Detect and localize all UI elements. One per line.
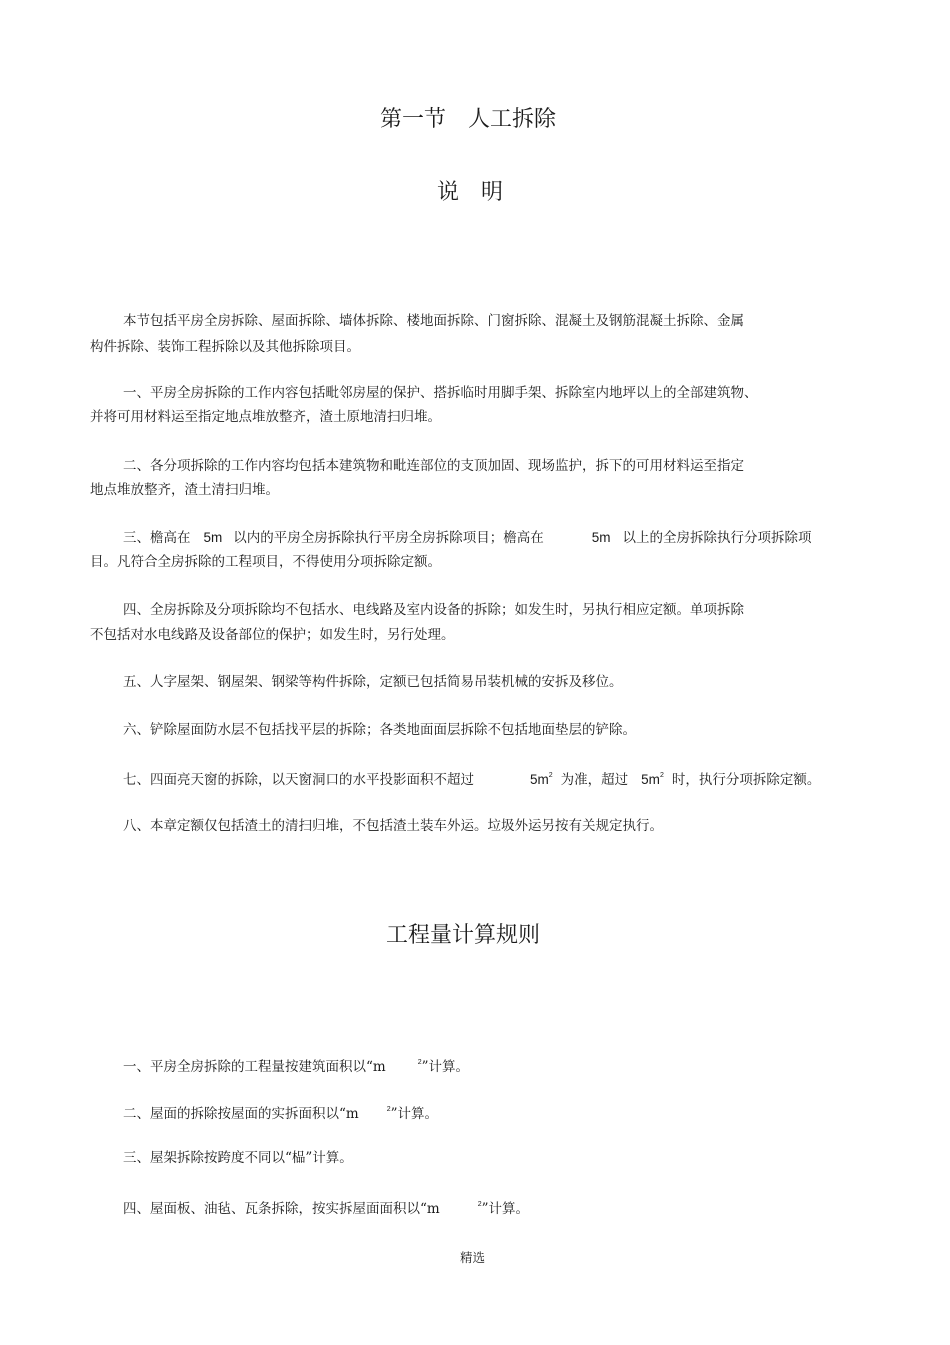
rule-1 [123, 1052, 469, 1078]
rule-2-text-a: 二、屋面的拆除按屋面的实拆面积以“m [123, 1106, 359, 1122]
item-3-text-e: 以上的全房拆除执行分项拆除项 [622, 530, 812, 546]
intro-line-1: 本节包括平房全房拆除、屋面拆除、墙体拆除、楼地面拆除、门窗拆除、混凝土及钢筋混凝土拆除、金属 [123, 313, 744, 329]
heading-explanation: 说 明 [437, 180, 504, 205]
item-3-line-1 [123, 527, 812, 549]
item-3-height-value: 5m [203, 530, 223, 545]
rule-2-text-b: ”计算。 [390, 1106, 439, 1122]
item-7-superscript-2: 2 [659, 772, 664, 779]
item-1-line-2: 并将可用材料运至指定地点堆放整齐，渣土原地清扫归堆。 [90, 409, 441, 425]
item-7 [123, 765, 820, 791]
item-7-text-e: 时，执行分项拆除定额。 [671, 772, 821, 788]
item-6: 六、铲除屋面防水层不包括找平层的拆除；各类地面面层拆除不包括地面垫层的铲除。 [123, 722, 636, 738]
item-7-area-value-2: 5m [641, 772, 660, 787]
item-8: 八、本章定额仅包括渣土的清扫归堆，不包括渣土装车外运。垃圾外运另按有关规定执行。 [123, 818, 663, 834]
rule-2-superscript: 2 [386, 1106, 391, 1113]
item-7-text-a: 七、四面亮天窗的拆除，以天窗洞口的水平投影面积不超过 [123, 772, 474, 788]
item-2-line-2: 地点堆放整齐，渣土清扫归堆。 [90, 482, 279, 498]
item-3-line-2: 目。凡符合全房拆除的工程项目，不得使用分项拆除定额。 [90, 554, 441, 570]
rule-1-text-b: ”计算。 [421, 1059, 470, 1075]
page-footer: 精选 [460, 1250, 486, 1265]
item-3-text-c: 以内的平房全房拆除执行平房全房拆除项目；檐高在 [233, 530, 544, 546]
item-3-height-value-2: 5m [591, 530, 611, 545]
rule-4 [123, 1194, 529, 1220]
section-title: 第一节 人工拆除 [380, 107, 557, 132]
rule-1-superscript: 2 [417, 1059, 422, 1066]
rule-2 [123, 1099, 438, 1125]
intro-line-2: 构件拆除、装饰工程拆除以及其他拆除项目。 [90, 339, 360, 355]
item-1-line-1: 一、平房全房拆除的工作内容包括毗邻房屋的保护、搭拆临时用脚手架、拆除室内地坪以上的全部建筑物、 [123, 385, 758, 401]
rule-4-text-a: 四、屋面板、油毡、瓦条拆除，按实拆屋面面积以“m [123, 1201, 440, 1217]
item-7-superscript: 2 [548, 772, 553, 779]
heading-calculation-rules: 工程量计算规则 [386, 923, 541, 948]
rule-1-text-a: 一、平房全房拆除的工程量按建筑面积以“m [123, 1059, 386, 1075]
item-5: 五、人字屋架、钢屋架、钢梁等构件拆除，定额已包括简易吊装机械的安拆及移位。 [123, 674, 623, 690]
item-2-line-1: 二、各分项拆除的工作内容均包括本建筑物和毗连部位的支顶加固、现场监护，拆下的可用材料运至指定 [123, 458, 744, 474]
item-7-area-value: 5m [530, 772, 549, 787]
rule-4-superscript: 2 [477, 1201, 482, 1208]
item-4-line-1: 四、全房拆除及分项拆除均不包括水、电线路及室内设备的拆除；如发生时，另执行相应定额。单项拆除 [123, 602, 744, 618]
item-7-text-c: 为准，超过 [560, 772, 629, 788]
item-4-line-2: 不包括对水电线路及设备部位的保护；如发生时，另行处理。 [90, 627, 455, 643]
rule-4-text-b: ”计算。 [481, 1201, 530, 1217]
rule-3: 三、屋架拆除按跨度不同以“榀”计算。 [123, 1150, 353, 1166]
item-3-text-a: 三、檐高在 [123, 530, 191, 546]
